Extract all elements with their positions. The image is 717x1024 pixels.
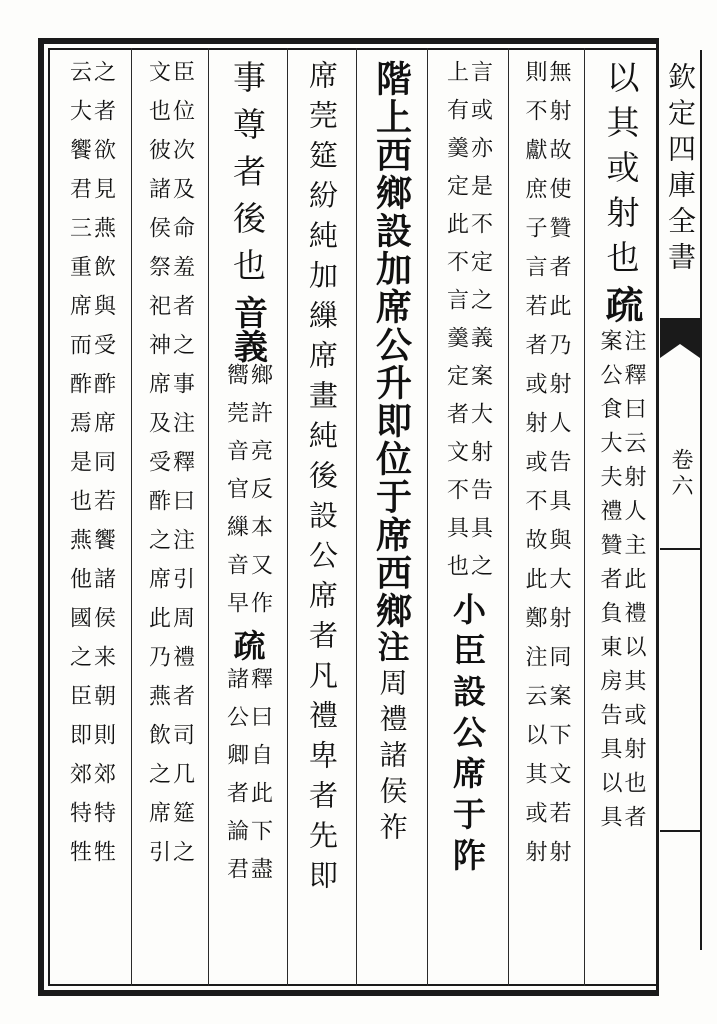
annotation-pair xyxy=(523,60,569,879)
annotation-left: 諸公卿者論君 xyxy=(223,667,249,895)
annotation-pair xyxy=(225,363,271,629)
annotation-right: 鄉許亮反本又作 xyxy=(247,363,273,629)
annotation-right: 臣位次及命羞者之事注釋曰注引周禮者司几筵之 xyxy=(169,60,195,879)
text-column-5 xyxy=(289,60,354,980)
banxin-edge-line xyxy=(700,50,702,950)
column-divider xyxy=(356,48,357,986)
annotation-pair xyxy=(598,329,644,839)
annotation-right: 注釋曰云射人主此禮以其或射也者 xyxy=(621,329,646,839)
text-column-1 xyxy=(588,60,654,980)
frame-border-top xyxy=(38,38,658,44)
frame-border-bottom xyxy=(38,990,658,996)
edge-tick xyxy=(660,548,700,550)
main-text: 以其或射也 xyxy=(601,60,641,285)
main-text: 階上西鄉設加席公升即位于席西鄉 xyxy=(370,60,413,630)
annotation-right: 言或亦是不定之義案大射告具之 xyxy=(467,60,493,592)
annotation-right: 釋曰自此下盡 xyxy=(247,667,273,895)
column-divider xyxy=(427,48,428,986)
annotation-pair xyxy=(445,60,491,592)
annotation-pair xyxy=(147,60,193,879)
marker-shu: 疏 xyxy=(228,629,267,667)
marker-shu: 疏 xyxy=(599,285,644,329)
text-column-7 xyxy=(133,60,206,980)
text-column-8 xyxy=(52,60,129,980)
annotation-left: 上有羹定此不言羹定者文不具也 xyxy=(443,60,469,592)
marker-yinyi: 音義 xyxy=(227,295,268,363)
column-divider xyxy=(208,48,209,986)
text-column-6 xyxy=(210,60,285,980)
annotation-pair xyxy=(68,60,114,879)
column-divider xyxy=(508,48,509,986)
annotation-right: 無射故使贊者此乃射人告具與大射同案下文若射 xyxy=(546,60,571,879)
banxin-title xyxy=(662,62,698,278)
annotation-left: 嚮莞音官繅音早 xyxy=(223,363,249,629)
main-text: 周禮諸侯祚 xyxy=(375,668,409,848)
column-divider xyxy=(584,48,585,986)
frame-border-left xyxy=(38,38,44,996)
main-text: 小臣設公席于阼 xyxy=(448,592,487,879)
annotation-right: 之者欲見燕飲與受酢席同若饗諸侯来朝則郊特牲 xyxy=(90,60,116,879)
annotation-pair xyxy=(225,667,271,895)
marker-zhu: 注 xyxy=(372,630,411,668)
text-column-3 xyxy=(429,60,506,980)
annotation-left: 則不獻庶子言若者或射或不故此鄭注云以其或射 xyxy=(522,60,547,879)
text-column-2 xyxy=(510,60,582,980)
frame-border-bottom-inner xyxy=(48,984,658,986)
column-divider xyxy=(287,48,288,986)
banxin-title-text: 欽定四庫全書 xyxy=(664,62,697,278)
annotation-left: 案公食大夫禮贊者負東房告具以具 xyxy=(597,329,622,839)
annotation-left: 云大饗君三重席而酢焉是也燕他國之臣即郊特牲 xyxy=(66,60,92,879)
column-divider xyxy=(131,48,132,986)
frame-border-right xyxy=(656,38,659,996)
banxin-juan xyxy=(662,448,698,500)
text-column-4 xyxy=(358,60,425,980)
frame-border-left-inner xyxy=(48,48,50,986)
fishtail-mark-icon xyxy=(660,318,700,366)
frame-border-top-inner xyxy=(48,48,658,50)
edge-tick xyxy=(660,830,700,832)
main-text: 席莞筵紛純加繅席畫純後設公席者凡禮卑者先即 xyxy=(305,60,339,900)
main-text: 事尊者後也 xyxy=(228,60,267,295)
banxin-juan-text: 卷六 xyxy=(668,448,693,500)
annotation-left: 文也彼諸侯祭祀神席及受酢之席此乃燕飲之席引 xyxy=(145,60,171,879)
